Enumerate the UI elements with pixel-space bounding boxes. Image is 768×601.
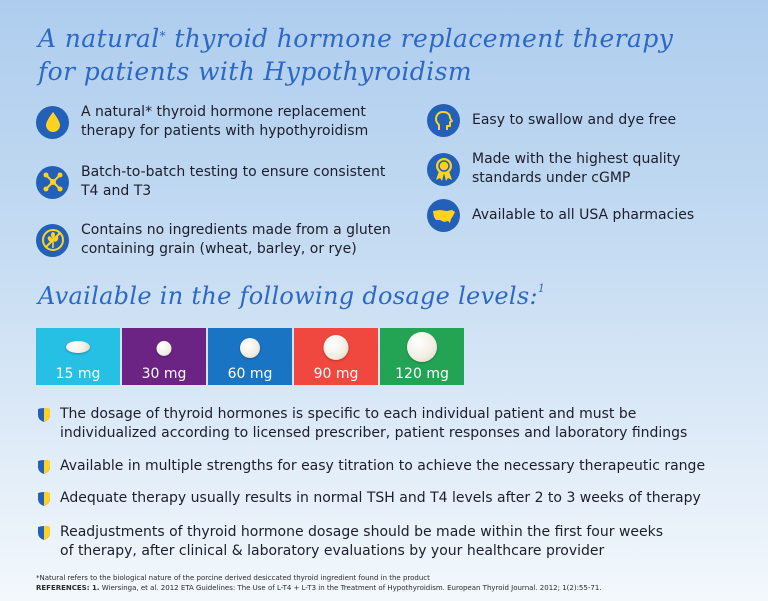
bullet-line: Available in multiple strengths for easy titration to achieve the necessary therapeutic range — [60, 458, 706, 474]
feature-line: standards under cGMP — [472, 170, 631, 186]
dose-label: 60 mg — [227, 366, 273, 382]
gluten-free-icon — [36, 224, 69, 257]
pill-60mg — [240, 338, 260, 358]
feature-quality — [427, 150, 680, 188]
feature-text: Available to all USA pharmacies — [472, 207, 695, 223]
headline-text: thyroid hormone replacement therapy — [166, 24, 674, 53]
footnote — [36, 573, 602, 593]
references — [36, 583, 602, 593]
award-badge-icon — [427, 153, 460, 186]
feature-text — [81, 103, 368, 141]
headline-line-2: for patients with Hypothyroidism — [38, 57, 472, 86]
headline-asterisk: * — [159, 29, 167, 43]
feature-line: Batch-to-batch testing to ensure consistent — [81, 164, 386, 180]
bullet-item — [36, 523, 736, 561]
bullet-item — [36, 457, 736, 476]
bullet-line: of therapy, after clinical & laboratory evaluations by your healthcare provider — [60, 543, 605, 559]
feature-line: Made with the highest quality — [472, 151, 681, 167]
feature-line: therapy for patients with hypothyroidism — [81, 123, 369, 139]
feature-line: Contains no ingredients made from a gluten — [81, 222, 391, 238]
feature-text — [81, 163, 385, 201]
pill-15mg — [66, 341, 90, 353]
dosage-title-ref: 1 — [537, 282, 546, 295]
bullet-shield-icon — [36, 459, 52, 475]
feature-text: Easy to swallow and dye free — [472, 112, 677, 128]
bullet-shield-icon — [36, 407, 52, 423]
dose-tile-60mg — [208, 328, 292, 385]
dose-tile-120mg — [380, 328, 464, 385]
pill-30mg — [157, 341, 172, 356]
dose-label: 15 mg — [55, 366, 101, 382]
feature-text — [472, 150, 680, 188]
dose-tile-30mg — [122, 328, 206, 385]
usa-map-icon — [427, 199, 460, 232]
headline — [38, 22, 738, 88]
pill-90mg — [324, 335, 349, 360]
dose-tile-15mg — [36, 328, 120, 385]
feature-swallow — [427, 104, 676, 137]
dose-tile-90mg — [294, 328, 378, 385]
bullet-shield-icon — [36, 525, 52, 541]
dosage-title-text: Available in the following dosage levels: — [38, 282, 538, 310]
bullet-line: The dosage of thyroid hormones is specific to each individual patient and must be — [60, 406, 637, 422]
dosage-tiles — [36, 328, 464, 385]
headline-text: A natural — [38, 24, 160, 53]
bullet-line: Adequate therapy usually results in normal TSH and T4 levels after 2 to 3 weeks of therapy — [60, 490, 701, 506]
feature-natural — [36, 103, 368, 141]
dose-label: 120 mg — [395, 366, 449, 382]
bullet-text — [60, 523, 663, 561]
dosage-title — [38, 282, 545, 310]
bullet-line: individualized according to licensed prescriber, patient responses and laboratory findings — [60, 425, 688, 441]
dose-label: 90 mg — [313, 366, 359, 382]
bullet-text — [60, 489, 701, 508]
bullet-text — [60, 457, 705, 476]
footnote-note: *Natural refers to the biological nature of the porcine derived desiccated thyroid ingredient found in the product — [36, 574, 430, 582]
references-label: REFERENCES: 1. — [36, 584, 100, 592]
pill-120mg — [407, 332, 437, 362]
bullet-item — [36, 489, 736, 508]
feature-line: containing grain (wheat, barley, or rye) — [81, 241, 357, 257]
feature-gluten — [36, 221, 391, 259]
bullet-line: Readjustments of thyroid hormone dosage should be made within the first four weeks — [60, 524, 664, 540]
bullet-shield-icon — [36, 491, 52, 507]
feature-pharmacies — [427, 199, 694, 232]
dose-label: 30 mg — [141, 366, 187, 382]
bullet-item — [36, 405, 736, 443]
feature-line: A natural* thyroid hormone replacement — [81, 104, 366, 120]
drop-icon — [36, 106, 69, 139]
references-text: Wiersinga, et al. 2012 ETA Guidelines: The Use of L-T4 + L-T3 in the Treatment of Hypothyroidism. European Thyroid Journal. 2012; 1(2):55-71. — [99, 584, 602, 592]
feature-batch-testing — [36, 163, 385, 201]
head-profile-icon — [427, 104, 460, 137]
bullet-text — [60, 405, 687, 443]
headline-line-1 — [38, 22, 738, 55]
molecule-icon — [36, 166, 69, 199]
feature-line: T4 and T3 — [81, 183, 152, 199]
feature-text — [81, 221, 391, 259]
